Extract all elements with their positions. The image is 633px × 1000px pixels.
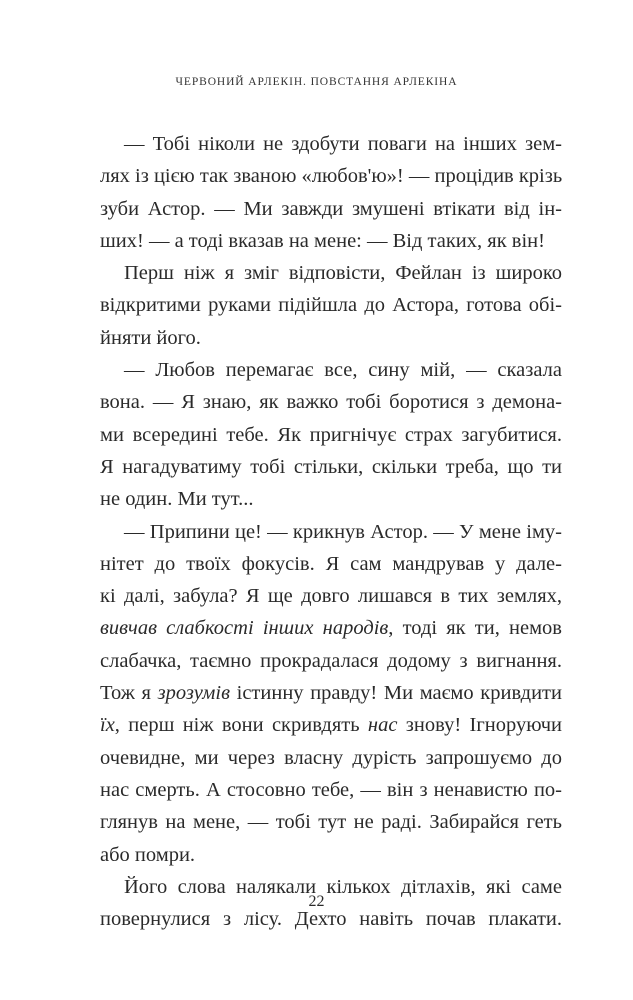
text-line — [100, 677, 562, 709]
line-text: йняти його. — [100, 326, 201, 349]
line-text: кі далі, забула? Я ще довго лишався в тих землях, — [100, 585, 562, 608]
line-text: істинну правду! Ми маємо кривдити — [229, 682, 562, 705]
line-text: не один. Ми тут... — [100, 488, 254, 511]
text-line — [100, 839, 562, 871]
line-text: — Тобі ніколи не здобути поваги на інших зем- — [124, 133, 562, 155]
line-text: зуби Астор. — Ми завжди змушені втікати від ін- — [100, 197, 562, 220]
text-line — [100, 386, 562, 418]
line-text: відкритими руками підійшла до Астора, готова обі- — [100, 294, 562, 317]
line-text: або помри. — [100, 843, 196, 866]
italic-text: зрозумів — [157, 682, 230, 705]
line-text: — Любов перемагає все, сину мій, — сказала — [124, 359, 562, 382]
text-line — [100, 193, 562, 225]
line-text: повернулися з лісу. Дехто навіть почав плакати. — [100, 908, 562, 931]
text-line — [100, 516, 562, 548]
italic-text: їх — [100, 714, 115, 737]
line-text: нітет до твоїх фокусів. Я сам мандрував у дале- — [100, 552, 562, 575]
line-text: Його слова налякали кількох дітлахів, які саме — [124, 875, 562, 898]
line-text: Я нагадуватиму тобі стільки, скільки треба, що ти — [100, 455, 562, 478]
italic-text: вивчав слабкості інших народів — [100, 617, 389, 640]
text-line — [100, 451, 562, 483]
text-line — [100, 483, 562, 515]
line-text: Тож я — [100, 682, 158, 705]
text-line — [100, 548, 562, 580]
italic-text: нас — [367, 714, 398, 737]
line-text: , тоді як ти, немов — [388, 617, 562, 640]
line-text: лях із цією так званою «любов'ю»! — процідив крізь — [100, 165, 563, 188]
line-text: нас смерть. А стосовно тебе, — він з ненавистю по- — [100, 778, 562, 801]
text-line — [100, 645, 562, 677]
line-text: Перш ніж я зміг відповісти, Фейлан із широко — [124, 262, 562, 285]
line-text: — Припини це! — крикнув Астор. — У мене іму- — [124, 520, 562, 543]
text-line — [100, 580, 562, 612]
line-text: , перш ніж вони скривдять — [114, 714, 368, 737]
text-line — [100, 774, 562, 806]
page-number: 22 — [308, 893, 325, 910]
running-head: ЧЕРВОНИЙ АРЛЕКІН. ПОВСТАННЯ АРЛЕКІНА — [175, 76, 458, 88]
text-line — [100, 419, 562, 451]
text-line — [100, 322, 562, 354]
text-line — [100, 257, 562, 289]
line-text: вона. — Я знаю, як важко тобі боротися з демона- — [100, 391, 562, 414]
text-line — [100, 128, 562, 160]
line-text: ми всередині тебе. Як пригнічує страх загубитися. — [100, 423, 562, 446]
text-line — [100, 354, 562, 386]
line-text: знову! Ігноруючи — [397, 714, 563, 737]
text-line — [100, 225, 562, 257]
text-line — [100, 160, 562, 192]
body-text — [100, 128, 562, 935]
text-line — [100, 289, 562, 321]
line-text: ших! — а тоді вказав на мене: — Від таких, як він! — [100, 229, 545, 252]
text-line — [100, 742, 562, 774]
line-text: слабачка, таємно прокрадалася додому з вигнання. — [100, 649, 562, 672]
line-text: глянув на мене, — тобі тут не раді. Забирайся геть — [100, 811, 562, 834]
line-text: очевидне, ми через власну дурість запрошуємо до — [100, 746, 562, 769]
text-line — [100, 612, 562, 644]
text-line — [100, 709, 562, 741]
text-line — [100, 806, 562, 838]
